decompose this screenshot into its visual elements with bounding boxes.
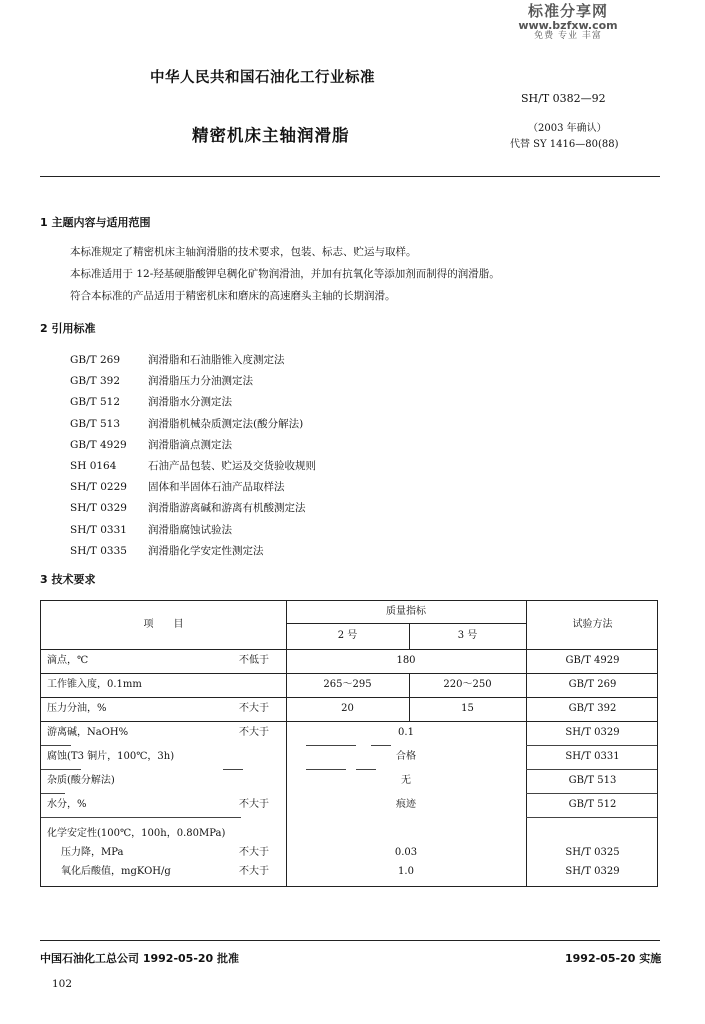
table-row-method: SH/T 0329 [565, 866, 620, 877]
table-divider [526, 793, 657, 794]
reference-item [70, 371, 316, 392]
reference-item [70, 435, 316, 456]
table-divider [41, 745, 71, 746]
table-row-item: 游离碱，NaOH% [47, 727, 129, 738]
table-header-grade-3: 3 号 [457, 630, 478, 641]
table-row-value: 0.03 [394, 847, 418, 858]
table-row-condition: 不低于 [239, 655, 269, 666]
approval-note: 中国石油化工总公司 1992-05-20 批准 [40, 952, 240, 965]
footer-divider [40, 940, 660, 941]
organization-title: 中华人民共和国石油化工行业标准 [150, 70, 375, 86]
reference-item [70, 520, 316, 541]
reference-name: 润滑脂压力分油测定法 [148, 375, 253, 388]
table-divider [41, 817, 241, 818]
table-row-value: 180 [396, 655, 416, 666]
table-header-grade-2: 2 号 [337, 630, 358, 641]
table-divider [526, 601, 527, 886]
table-row-group-title: 化学安定性(100℃，100h，0.80MPa) [47, 828, 226, 839]
standard-code: SH/T 0382—92 [521, 92, 606, 105]
table-row-method: GB/T 4929 [565, 655, 620, 666]
table-divider [371, 745, 391, 746]
table-row-method: GB/T 513 [568, 775, 617, 786]
table-row-method: SH/T 0329 [565, 727, 620, 738]
table-row-item: 水分，% [47, 799, 87, 810]
reference-item [70, 498, 316, 519]
reference-code: SH/T 0331 [70, 523, 127, 536]
reference-name: 石油产品包装、贮运及交货验收规则 [148, 459, 316, 472]
table-row-value: 痕迹 [396, 799, 416, 810]
reference-name: 润滑脂滴点测定法 [148, 438, 232, 451]
header-divider [40, 176, 660, 177]
table-divider [41, 673, 657, 674]
watermark-title: 标准分享网 [527, 2, 608, 20]
table-divider [41, 769, 81, 770]
table-row-condition: 不大于 [239, 799, 269, 810]
section-1-heading: 1 主题内容与适用范围 [40, 216, 151, 229]
reference-name: 润滑脂腐蚀试验法 [148, 523, 232, 536]
reference-code: SH 0164 [70, 459, 117, 472]
table-divider [306, 769, 346, 770]
table-divider [41, 793, 65, 794]
table-divider [526, 745, 657, 746]
reference-name: 固体和半固体石油产品取样法 [148, 481, 285, 494]
reference-item [70, 456, 316, 477]
reference-name: 润滑脂水分测定法 [148, 396, 232, 409]
standard-title: 精密机床主轴润滑脂 [192, 126, 350, 145]
table-divider [356, 769, 376, 770]
table-header-method: 试验方法 [572, 619, 613, 630]
table-row-value: 1.0 [398, 866, 414, 877]
table-divider [526, 769, 657, 770]
replaces-note: 代替 SY 1416—80(88) [510, 139, 619, 150]
table-row-method: GB/T 392 [568, 703, 617, 714]
table-divider [41, 721, 657, 722]
table-row-condition: 不大于 [239, 727, 269, 738]
table-divider [223, 769, 243, 770]
table-row-value-grade-2: 20 [341, 703, 354, 714]
section-3-heading: 3 技术要求 [40, 573, 96, 586]
reference-code: SH/T 0335 [70, 544, 127, 557]
technical-requirements-table [40, 600, 658, 887]
reference-code: GB/T 392 [70, 375, 121, 388]
table-row-item: 滴点，℃ [47, 655, 89, 666]
table-divider [41, 649, 657, 650]
table-row-method: SH/T 0325 [565, 847, 620, 858]
table-row-item: 氧化后酸值，mgKOH/g [61, 866, 171, 877]
table-row-item: 杂质(酸分解法) [47, 775, 115, 786]
table-row-condition: 不大于 [239, 703, 269, 714]
table-row-method: GB/T 269 [568, 679, 617, 690]
reference-item [70, 392, 316, 413]
reference-code: GB/T 269 [70, 354, 121, 366]
reference-name: 润滑脂游离碱和游离有机酸测定法 [148, 502, 306, 515]
table-row-value: 无 [401, 775, 411, 786]
reference-item [70, 477, 316, 498]
reference-item [70, 414, 316, 435]
watermark-url: www.bzfxw.com [518, 19, 618, 32]
table-row-value: 0.1 [398, 727, 414, 738]
table-row-method: SH/T 0331 [565, 751, 620, 762]
table-header-item: 项 目 [143, 619, 184, 630]
reference-name: 润滑脂化学安定性测定法 [148, 544, 264, 557]
table-divider [286, 601, 287, 886]
watermark-slogan: 免费 专业 丰富 [534, 31, 602, 41]
table-divider [526, 817, 657, 818]
reference-code: GB/T 4929 [70, 438, 127, 451]
table-divider [306, 745, 356, 746]
table-divider [41, 697, 657, 698]
reference-code: GB/T 512 [70, 396, 121, 409]
reference-name: 润滑脂和石油脂锥入度测定法 [148, 354, 285, 366]
confirmation-note: （2003 年确认） [528, 123, 607, 134]
reference-item [70, 541, 316, 562]
table-row-item: 压力降，MPa [61, 847, 124, 858]
section-2-heading: 2 引用标准 [40, 322, 96, 335]
page-number: 102 [52, 978, 73, 990]
watermark [512, 4, 624, 41]
table-header-quality: 质量指标 [386, 606, 426, 617]
table-row-value-grade-3: 220～250 [443, 679, 492, 690]
reference-code: SH/T 0329 [70, 502, 127, 515]
referenced-standards-list [70, 350, 316, 562]
table-row-value: 合格 [396, 751, 416, 762]
reference-code: SH/T 0229 [70, 481, 127, 494]
table-row-method: GB/T 512 [568, 799, 617, 810]
reference-name: 润滑脂机械杂质测定法(酸分解法) [148, 417, 304, 430]
table-row-item: 工作锥入度，0.1mm [47, 679, 142, 690]
section-1-paragraph: 符合本标准的产品适用于精密机床和磨床的高速磨头主轴的长期润滑。 [70, 290, 396, 302]
reference-code: GB/T 513 [70, 417, 121, 430]
reference-item [70, 350, 316, 371]
table-row-value-grade-2: 265～295 [323, 679, 372, 690]
section-1-paragraph: 本标准适用于 12-羟基硬脂酸钾皂稠化矿物润滑油，并加有抗氧化等添加剂而制得的润滑脂。 [70, 268, 500, 280]
table-row-item: 压力分油，% [47, 703, 107, 714]
effective-date: 1992-05-20 实施 [565, 952, 662, 965]
table-row-item: 腐蚀(T3 铜片，100℃，3h) [47, 751, 175, 762]
table-row-value-grade-3: 15 [461, 703, 474, 714]
section-1-paragraph: 本标准规定了精密机床主轴润滑脂的技术要求，包装、标志、贮运与取样。 [70, 246, 417, 258]
table-row-condition: 不大于 [239, 847, 269, 858]
table-divider [286, 623, 526, 624]
table-row-condition: 不大于 [239, 866, 269, 877]
